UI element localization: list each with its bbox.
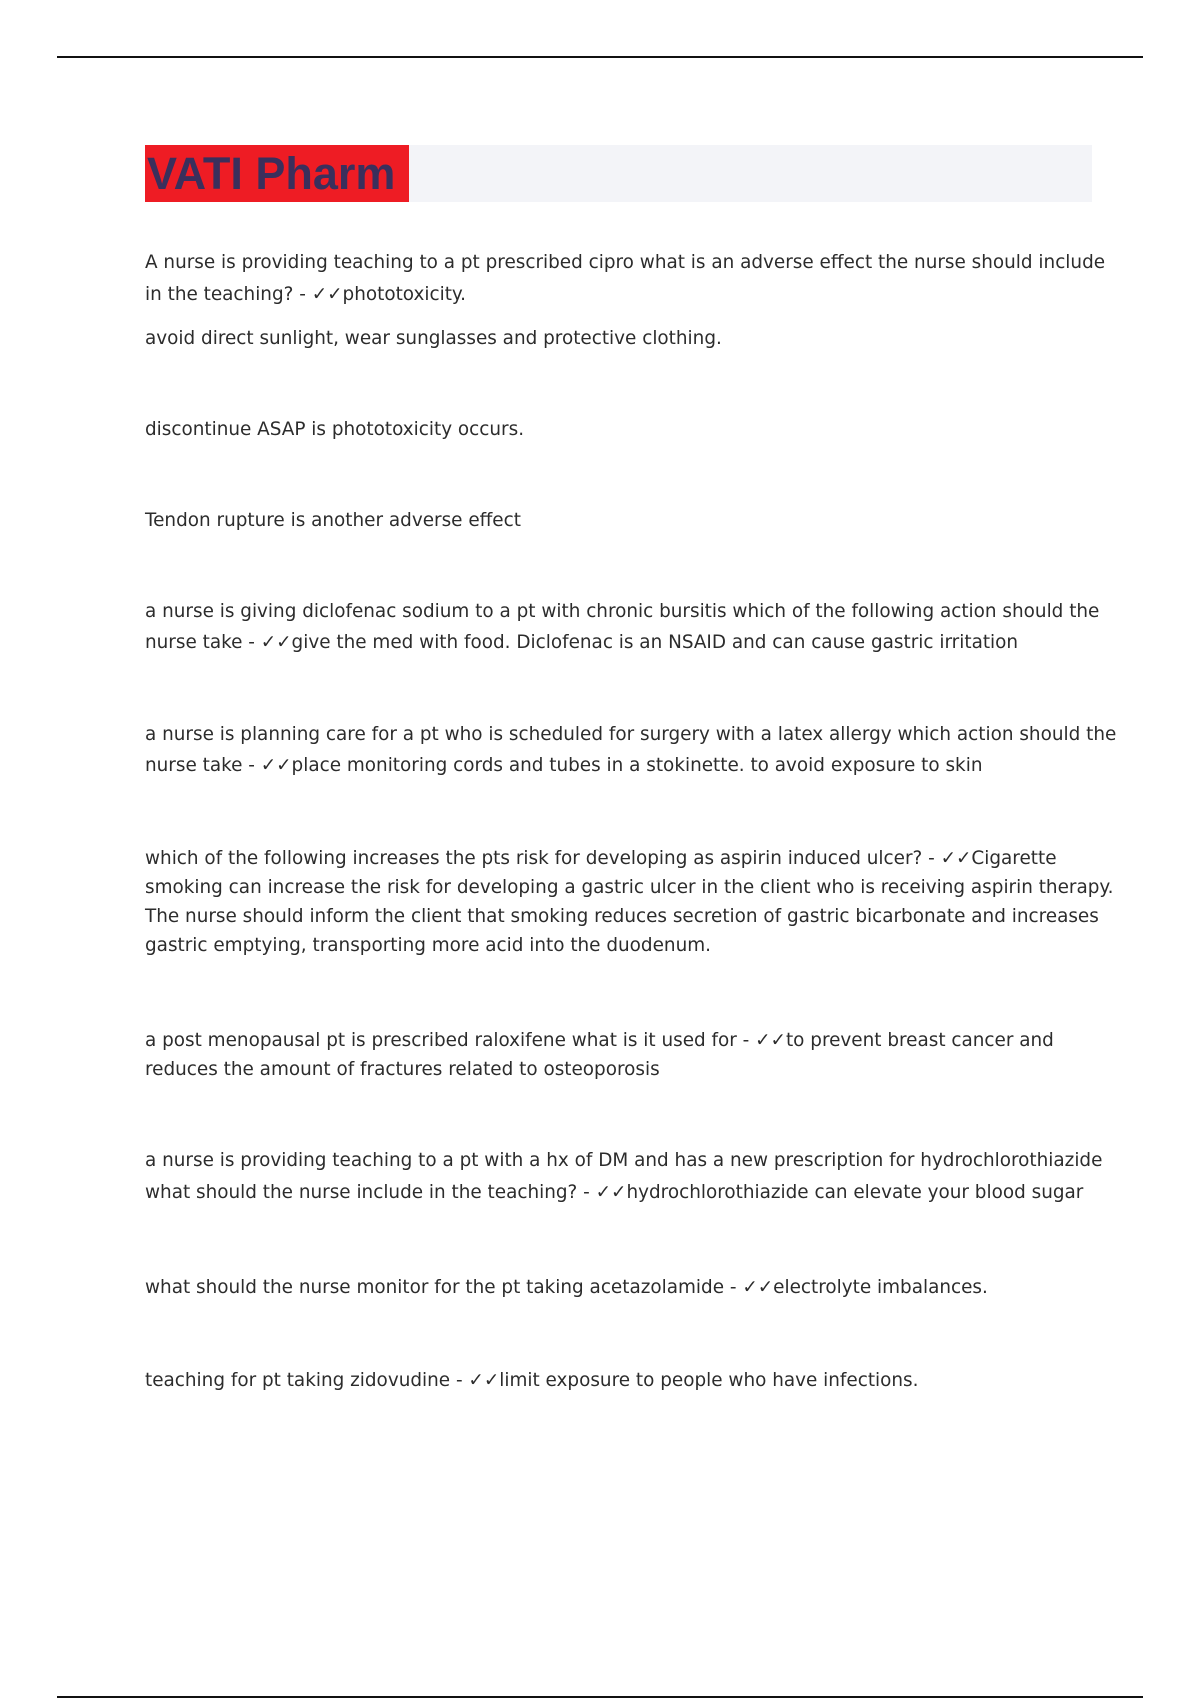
text-line: a post menopausal pt is prescribed raloxifene what is it used for - ✓✓to prevent breast cancer and xyxy=(145,1030,1054,1051)
text-line: a nurse is giving diclofenac sodium to a pt with chronic bursitis which of the following action should the xyxy=(145,601,1100,622)
text-line: reduces the amount of fractures related to osteoporosis xyxy=(145,1059,660,1080)
paragraph-discontinue xyxy=(145,415,1095,445)
page-title: VATI Pharm xyxy=(145,145,409,202)
text-line: nurse take - ✓✓place monitoring cords and tubes in a stokinette. to avoid exposure to skin xyxy=(145,755,983,776)
bottom-rule xyxy=(57,1696,1143,1698)
paragraph-avoid-sunlight xyxy=(145,324,1095,354)
paragraph-zidovudine xyxy=(145,1366,1095,1396)
text-line: what should the nurse include in the teaching? - ✓✓hydrochlorothiazide can elevate your blood sugar xyxy=(145,1182,1084,1203)
text-line: gastric emptying, transporting more acid into the duodenum. xyxy=(145,935,711,956)
paragraph-diclofenac xyxy=(145,596,1100,658)
paragraph-cipro-question xyxy=(145,247,1106,311)
text-line: discontinue ASAP is phototoxicity occurs. xyxy=(145,419,525,440)
text-line: what should the nurse monitor for the pt taking acetazolamide - ✓✓electrolyte imbalances. xyxy=(145,1277,988,1298)
text-line: in the teaching? - ✓✓phototoxicity. xyxy=(145,284,467,305)
text-line: a nurse is planning care for a pt who is scheduled for surgery with a latex allergy which action should the xyxy=(145,724,1117,745)
paragraph-raloxifene xyxy=(145,1026,1095,1084)
text-line: which of the following increases the pts risk for developing as aspirin induced ulcer? - ✓✓Cigarette xyxy=(145,848,1057,869)
text-line: teaching for pt taking zidovudine - ✓✓limit exposure to people who have infections. xyxy=(145,1370,919,1391)
text-line: The nurse should inform the client that smoking reduces secretion of gastric bicarbonate and increases xyxy=(145,906,1099,927)
text-line: A nurse is providing teaching to a pt prescribed cipro what is an adverse effect the nurse should include xyxy=(145,252,1106,273)
text-line: avoid direct sunlight, wear sunglasses and protective clothing. xyxy=(145,328,722,349)
paragraph-latex-allergy xyxy=(145,719,1117,781)
paragraph-tendon-rupture xyxy=(145,506,1095,536)
paragraph-aspirin-ulcer xyxy=(145,844,1114,960)
text-line: smoking can increase the risk for developing a gastric ulcer in the client who is receiving aspirin therapy. xyxy=(145,877,1114,898)
top-rule xyxy=(57,56,1143,58)
paragraph-acetazolamide xyxy=(145,1273,1095,1303)
text-line: Tendon rupture is another adverse effect xyxy=(145,510,521,531)
paragraph-hydrochlorothiazide xyxy=(145,1145,1103,1209)
text-line: nurse take - ✓✓give the med with food. Diclofenac is an NSAID and can cause gastric irritation xyxy=(145,632,1019,653)
text-line: a nurse is providing teaching to a pt with a hx of DM and has a new prescription for hydrochlorothiazide xyxy=(145,1150,1103,1171)
